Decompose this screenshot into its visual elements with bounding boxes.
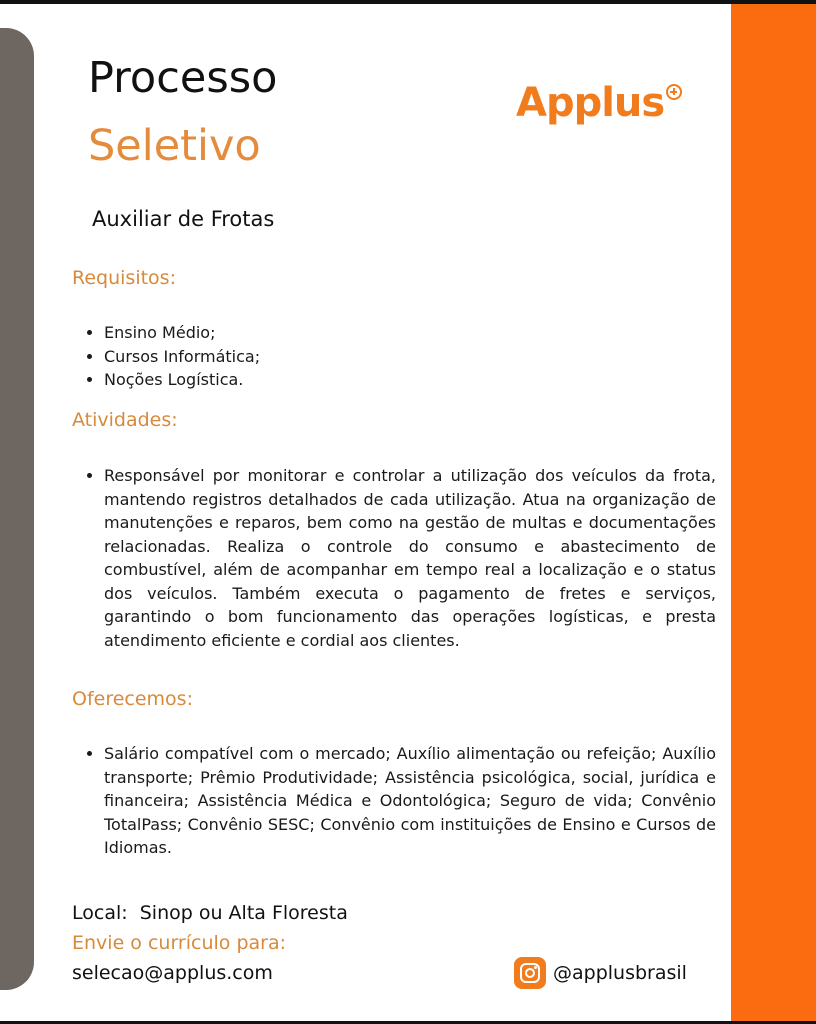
list-item: • Ensino Médio;	[104, 321, 260, 345]
top-border	[0, 0, 816, 4]
atividades-list	[84, 464, 716, 652]
atividades-heading: Atividades:	[72, 409, 178, 431]
right-orange-strip	[731, 4, 816, 1021]
left-decorative-strip	[0, 28, 34, 990]
oferecemos-list	[84, 742, 716, 860]
contact-email[interactable]: selecao@applus.com	[72, 962, 273, 984]
list-item: • Responsável por monitorar e controlar a utilização dos veículos da frota, mantendo registros detalhados de cada utilização. Atua na organização de manutenções e reparos, bem como na gestão de multas e documentações relacionadas. Realiza o controle do consumo e abastecimento de combustível, além de acompanhar em tempo real a localização e o status dos veículos. Também executa o pagamento de fretes e serviços, garantindo o bom funcionamento das operações logísticas, e presta atendimento eficiente e cordial aos clientes.	[104, 464, 716, 652]
instagram-handle[interactable]: @applusbrasil	[553, 962, 687, 984]
page-title-line-1: Processo	[88, 53, 278, 103]
requisitos-heading: Requisitos:	[72, 267, 176, 289]
job-title: Auxiliar de Frotas	[92, 207, 275, 231]
list-item: • Cursos Informática;	[104, 345, 260, 369]
list-item: • Salário compatível com o mercado; Auxílio alimentação ou refeição; Auxílio transporte; Prêmio Produtividade; Assistência psicológica, social, jurídica e financeira; Assistência Médica e Odontológica; Seguro de vida; Convênio TotalPass; Convênio SESC; Convênio com instituições de Ensino e Cursos de Idiomas.	[104, 742, 716, 860]
logo-plus-icon	[666, 84, 682, 100]
page-title-line-2: Seletivo	[88, 121, 261, 171]
local-text: Local: Sinop ou Alta Floresta	[72, 902, 348, 924]
requisitos-list	[84, 321, 260, 392]
applus-logo	[516, 80, 682, 130]
instagram-icon[interactable]	[514, 957, 546, 989]
list-item: • Noções Logística.	[104, 368, 260, 392]
oferecemos-heading: Oferecemos:	[72, 688, 193, 710]
logo-text: Applus	[516, 80, 665, 126]
envie-curriculo-label: Envie o currículo para:	[72, 932, 287, 954]
